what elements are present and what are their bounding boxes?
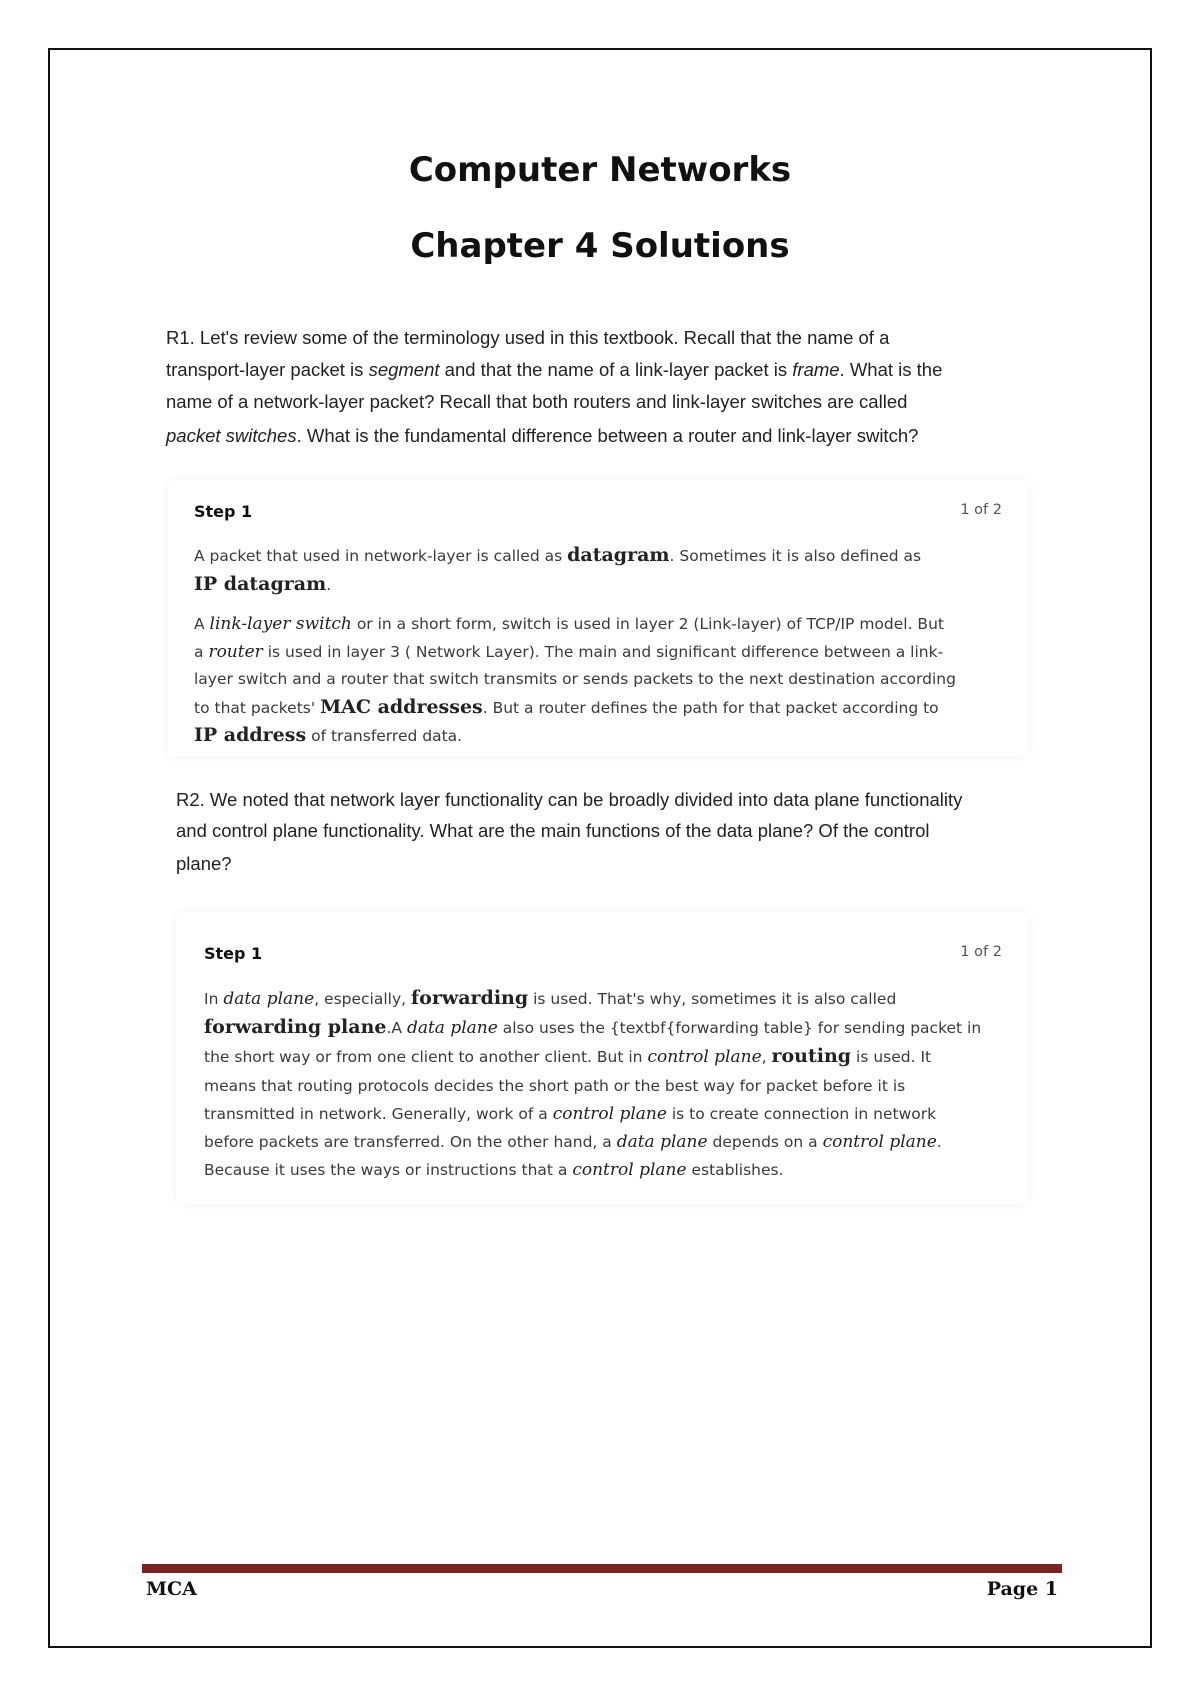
page-title: Computer Networks <box>408 150 792 190</box>
question-line <box>166 420 1046 452</box>
solution-line <box>204 1100 1014 1128</box>
text: . What is the fundamental difference between a router and link-layer switch? <box>296 425 919 446</box>
text: R1. Let's review some of the terminology used in this textbook. Recall that the name of a <box>166 327 890 348</box>
text: is used in layer 3 ( Network Layer). The main and significant difference between a link- <box>262 642 944 661</box>
chapter-subtitle: Chapter 4 Solutions <box>410 226 790 266</box>
solution-text <box>194 542 1014 751</box>
question-line <box>176 848 1046 879</box>
solution-line <box>194 722 1014 751</box>
solution-line <box>194 694 1014 723</box>
text: depends on a <box>707 1133 823 1152</box>
text: . But a router defines the path for that packet according to <box>482 698 939 717</box>
text: . <box>326 575 332 594</box>
text: transmitted in network. Generally, work of a <box>204 1104 553 1123</box>
footer-rule <box>142 1564 1062 1573</box>
text: .A <box>386 1019 407 1038</box>
math-bold: MAC addresses <box>320 695 483 718</box>
math-bold: datagram <box>567 544 670 566</box>
solution-line <box>204 1013 1014 1042</box>
text: and control plane functionality. What are the main functions of the data plane? Of the control <box>176 820 930 841</box>
page-number: Page 1 <box>986 1578 1058 1600</box>
solution-paragraph <box>194 611 1014 751</box>
math-italic: control plane <box>822 1132 937 1153</box>
solution-line <box>194 639 1014 667</box>
text: A packet that used in network-layer is called as <box>194 547 568 565</box>
math-bold: IP address <box>194 724 307 746</box>
text: In <box>204 990 224 1008</box>
question-r2 <box>176 784 1046 879</box>
text: or in a short form, switch is used in layer 2 (Link-layer) of TCP/IP model. But <box>351 615 944 633</box>
solution-line <box>194 542 1014 571</box>
step-count: 1 of 2 <box>960 502 1002 518</box>
term-frame: frame <box>792 359 840 380</box>
text: is to create connection in network <box>666 1104 937 1123</box>
solution-line <box>204 1128 1014 1156</box>
solution-card-r2 <box>176 912 1028 1204</box>
solution-text <box>204 984 1014 1184</box>
solution-paragraph <box>194 542 1014 599</box>
math-italic: control plane <box>572 1160 687 1181</box>
solution-line <box>204 984 1014 1013</box>
solution-line <box>194 666 1014 694</box>
question-line <box>166 386 1046 418</box>
question-line <box>176 784 1046 815</box>
text: Because it uses the ways or instructions that a <box>204 1161 573 1180</box>
step-label: Step 1 <box>194 502 253 521</box>
text: before packets are transferred. On the other hand, a <box>204 1133 617 1152</box>
question-line <box>166 322 1046 354</box>
question-r1 <box>166 322 1046 452</box>
math-italic: link-layer switch <box>209 614 352 634</box>
math-italic: control plane <box>552 1103 667 1124</box>
math-bold: forwarding plane <box>204 1016 387 1039</box>
text: name of a network-layer packet? Recall that both routers and link-layer switches are called <box>166 391 908 412</box>
math-bold: IP datagram <box>194 572 327 595</box>
text: is used. It <box>851 1048 932 1067</box>
text: the short way or from one client to another client. But in <box>204 1048 648 1067</box>
solution-line <box>194 571 1014 600</box>
term-packet-switches: packet switches <box>166 425 297 446</box>
question-line <box>166 354 1046 386</box>
step-label: Step 1 <box>204 944 263 963</box>
math-italic: data plane <box>616 1132 708 1153</box>
text: also uses the {textbf{forwarding table} for sending packet in <box>497 1019 982 1038</box>
text: , <box>761 1048 772 1067</box>
solution-line <box>204 1072 1014 1100</box>
text: , especially, <box>314 990 411 1008</box>
text: to that packets' <box>194 698 321 717</box>
footer-course: MCA <box>146 1578 197 1600</box>
solution-line <box>204 1156 1014 1184</box>
text: establishes. <box>686 1161 784 1180</box>
math-bold: routing <box>771 1045 852 1068</box>
step-count: 1 of 2 <box>960 944 1002 960</box>
text: of transferred data. <box>306 727 463 745</box>
text: a <box>194 642 209 661</box>
solution-card-r1 <box>168 480 1028 756</box>
text: A <box>194 615 210 633</box>
text: plane? <box>176 853 232 874</box>
math-italic: control plane <box>647 1047 762 1068</box>
text: is used. That's why, sometimes it is also called <box>528 990 897 1008</box>
term-segment: segment <box>368 359 440 380</box>
math-italic: router <box>208 641 263 662</box>
solution-line <box>194 611 1014 639</box>
text: . Sometimes it is also defined as <box>669 547 922 565</box>
text: . <box>936 1133 942 1152</box>
text: means that routing protocols decides the short path or the best way for packet before it is <box>204 1076 906 1095</box>
solution-line <box>204 1042 1014 1071</box>
text: R2. We noted that network layer functionality can be broadly divided into data plane functionality <box>176 789 963 810</box>
text: . What is the <box>839 359 943 380</box>
math-bold: forwarding <box>411 987 529 1009</box>
text: layer switch and a router that switch transmits or sends packets to the next destination according <box>194 670 956 688</box>
text: transport-layer packet is <box>166 359 369 380</box>
text: and that the name of a link-layer packet is <box>439 359 793 380</box>
question-line <box>176 815 1046 846</box>
math-italic: data plane <box>406 1018 498 1039</box>
math-italic: data plane <box>223 989 315 1009</box>
